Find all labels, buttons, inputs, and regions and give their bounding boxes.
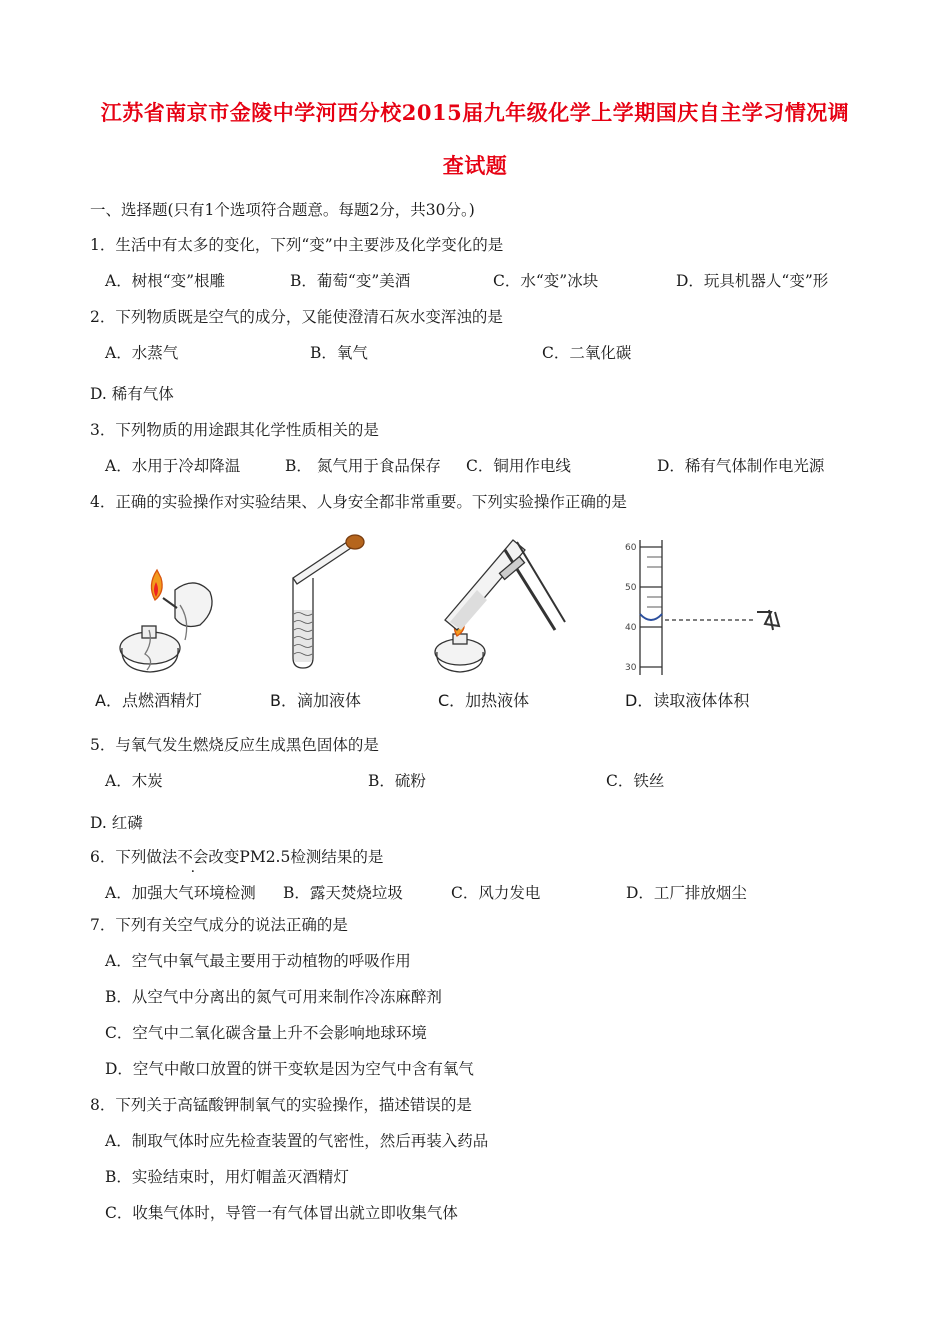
q4-option-b: B．滴加液体 <box>270 691 361 710</box>
tick-label-50: 50 <box>625 583 637 593</box>
q5-option-c: C．铁丝 <box>606 772 665 790</box>
q5-option-a: A．木炭 <box>105 772 163 790</box>
figure-b-dropper-test-tube <box>293 535 364 668</box>
title-line-2: 查试题 <box>442 153 508 178</box>
q7-option-c: C．空气中二氧化碳含量上升不会影响地球环境 <box>105 1024 427 1042</box>
q4-option-d: D．读取液体体积 <box>625 691 750 710</box>
figure-c-heating-liquid <box>435 540 565 672</box>
q6-option-d: D．工厂排放烟尘 <box>626 884 747 902</box>
q3-option-d: D．稀有气体制作电光源 <box>657 457 825 475</box>
question-5-stem: 5．与氧气发生燃烧反应生成黑色固体的是 <box>90 736 379 754</box>
question-2-stem: 2．下列物质既是空气的成分，又能使澄清石灰水变浑浊的是 <box>90 308 503 326</box>
q3-option-b: B． 氮气用于食品保存 <box>285 457 441 475</box>
section-heading: 一、选择题(只有1个选项符合题意。每题2分，共30分。) <box>90 201 475 219</box>
q6-option-a: A．加强大气环境检测 <box>105 884 256 902</box>
q6-stem-pre: 6．下列做法 <box>90 848 178 866</box>
tick-label-60: 60 <box>625 543 637 553</box>
figure-d-graduated-cylinder <box>640 540 779 675</box>
title-line-1: 江苏省南京市金陵中学河西分校2015届九年级化学上学期国庆自主学习情况调 <box>100 100 850 125</box>
q7-option-b: B．从空气中分离出的氮气可用来制作冷冻麻醉剂 <box>105 988 442 1006</box>
q4-option-a: A．点燃酒精灯 <box>95 691 202 710</box>
q3-option-c: C．铜用作电线 <box>466 457 571 475</box>
question-3-stem: 3．下列物质的用途跟其化学性质相关的是 <box>90 421 379 439</box>
q2-option-c: C．二氧化碳 <box>542 344 632 362</box>
q4-option-c: C．加热液体 <box>438 691 530 710</box>
question-1-stem: 1．生活中有太多的变化，下列“变”中主要涉及化学变化的是 <box>90 236 504 254</box>
q2-option-a: A．水蒸气 <box>105 344 179 362</box>
q1-option-b: B．葡萄“变”美酒 <box>290 272 411 290</box>
question-8-stem: 8．下列关于高锰酸钾制氧气的实验操作，描述错误的是 <box>90 1096 472 1114</box>
question-7-stem: 7．下列有关空气成分的说法正确的是 <box>90 916 348 934</box>
q6-option-b: B．露天焚烧垃圾 <box>283 884 403 902</box>
figure-a-alcohol-lamps <box>120 570 212 672</box>
q5-option-b: B．硫粉 <box>368 772 426 790</box>
q1-option-c: C．水“变”冰块 <box>493 272 599 290</box>
q2-option-b: B．氧气 <box>310 344 368 362</box>
q7-option-d: D．空气中敞口放置的饼干变软是因为空气中含有氧气 <box>105 1060 474 1078</box>
q5-option-d: D. 红磷 <box>90 814 143 832</box>
q8-option-a: A．制取气体时应先检查装置的气密性，然后再装入药品 <box>105 1132 489 1150</box>
q6-stem-post: 改变PM2.5检测结果的是 <box>208 848 384 866</box>
q8-option-c: C．收集气体时，导管一有气体冒出就立即收集气体 <box>105 1204 458 1222</box>
tick-label-30: 30 <box>625 663 637 673</box>
tick-label-40: 40 <box>625 623 637 633</box>
q2-option-d: D. 稀有气体 <box>90 385 174 403</box>
question-6-stem <box>90 847 383 867</box>
q6-option-c: C．风力发电 <box>451 884 541 902</box>
q8-option-b: B．实验结束时，用灯帽盖灭酒精灯 <box>105 1168 349 1186</box>
q1-option-a: A．树根“变”根雕 <box>105 272 226 290</box>
q7-option-a: A．空气中氧气最主要用于动植物的呼吸作用 <box>105 952 411 970</box>
q6-stem-emphasis: 不会 <box>177 848 209 866</box>
q3-option-a: A．水用于冷却降温 <box>105 457 241 475</box>
q1-option-d: D．玩具机器人“变”形 <box>676 272 829 290</box>
question-4-stem: 4．正确的实验操作对实验结果、人身安全都非常重要。下列实验操作正确的是 <box>90 493 627 511</box>
